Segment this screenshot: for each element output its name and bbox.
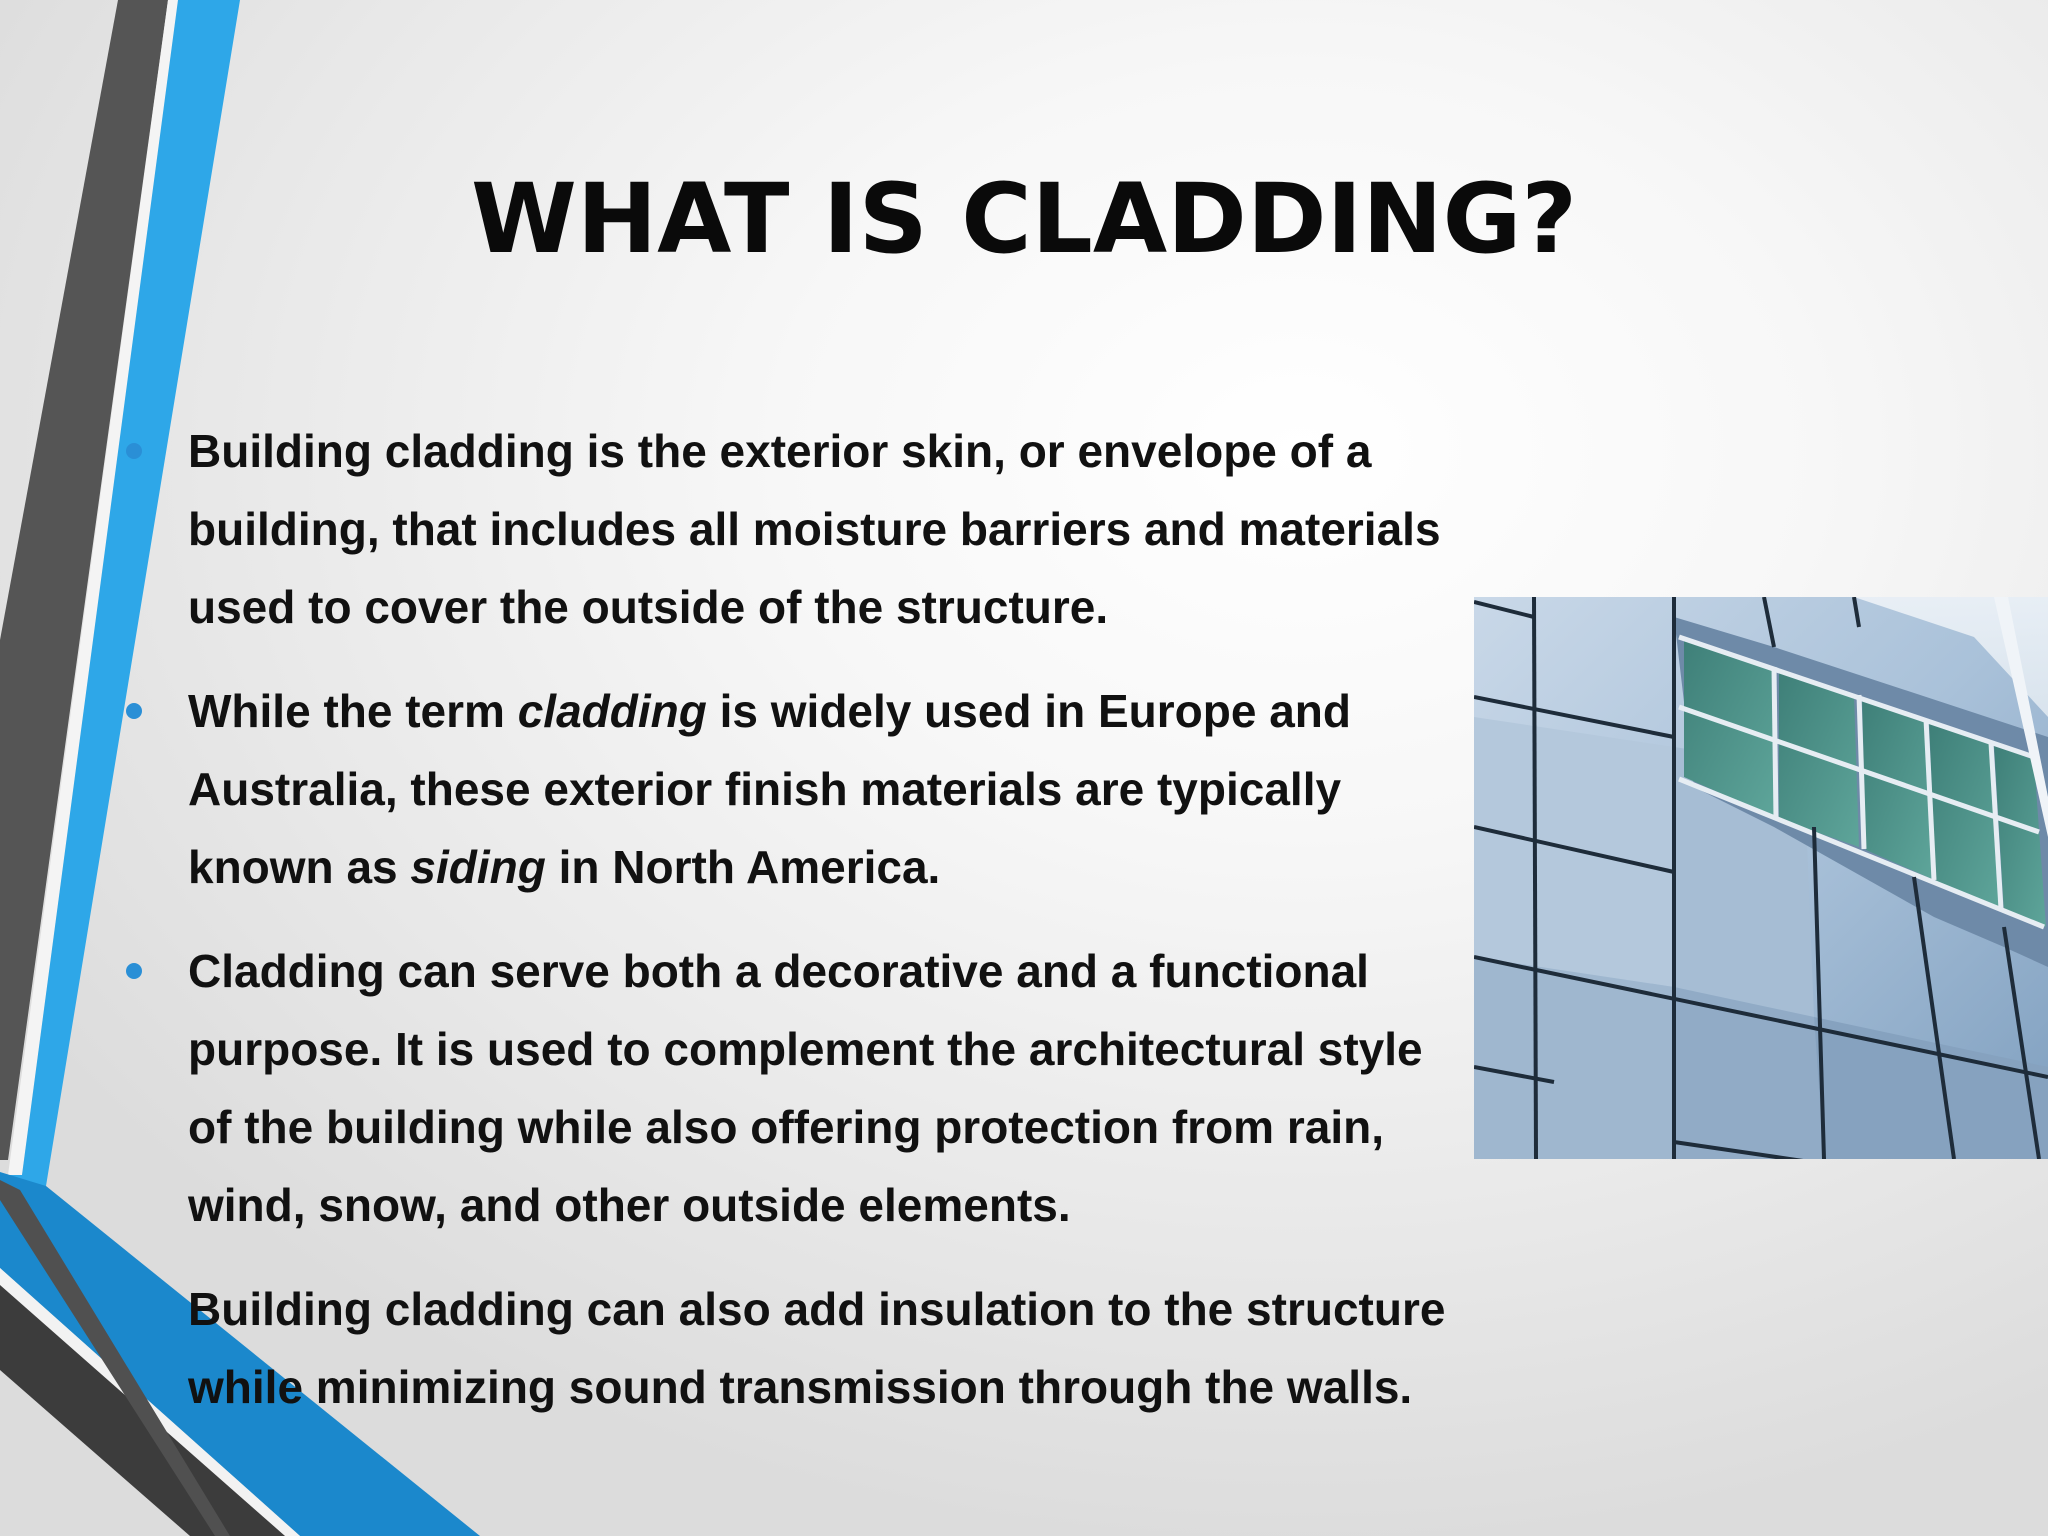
bullet-text-mid: is widely used in Europe and Australia, these exterior finish materials are typically known as [188, 685, 1351, 893]
italic-term-siding: siding [410, 841, 546, 893]
building-facade-photo [1474, 597, 2048, 1159]
bullet-item [126, 672, 1466, 906]
bullet-marker [126, 703, 142, 719]
bullet-text: Cladding can serve both a decorative and a functional purpose. It is used to complement the architectural style of the building while also offering protection from rain, wind, snow, and other outside elements. [188, 945, 1423, 1231]
bullet-marker [126, 963, 142, 979]
bullet-list [126, 412, 1466, 1452]
slide-title: WHAT IS CLADDING? [470, 163, 1578, 276]
bullet-item [126, 1270, 1466, 1426]
bullet-item [126, 412, 1466, 646]
bullet-text: Building cladding can also add insulation to the structure while minimizing sound transmission through the walls. [188, 1283, 1446, 1413]
bullet-marker [126, 443, 142, 459]
bullet-text-post: in North America. [545, 841, 941, 893]
bullet-item [126, 932, 1466, 1244]
bullet-text: Building cladding is the exterior skin, or envelope of a building, that includes all moisture barriers and materials used to cover the outside of the structure. [188, 425, 1441, 633]
bullet-text-pre: While the term [188, 685, 518, 737]
italic-term-cladding: cladding [517, 685, 707, 737]
